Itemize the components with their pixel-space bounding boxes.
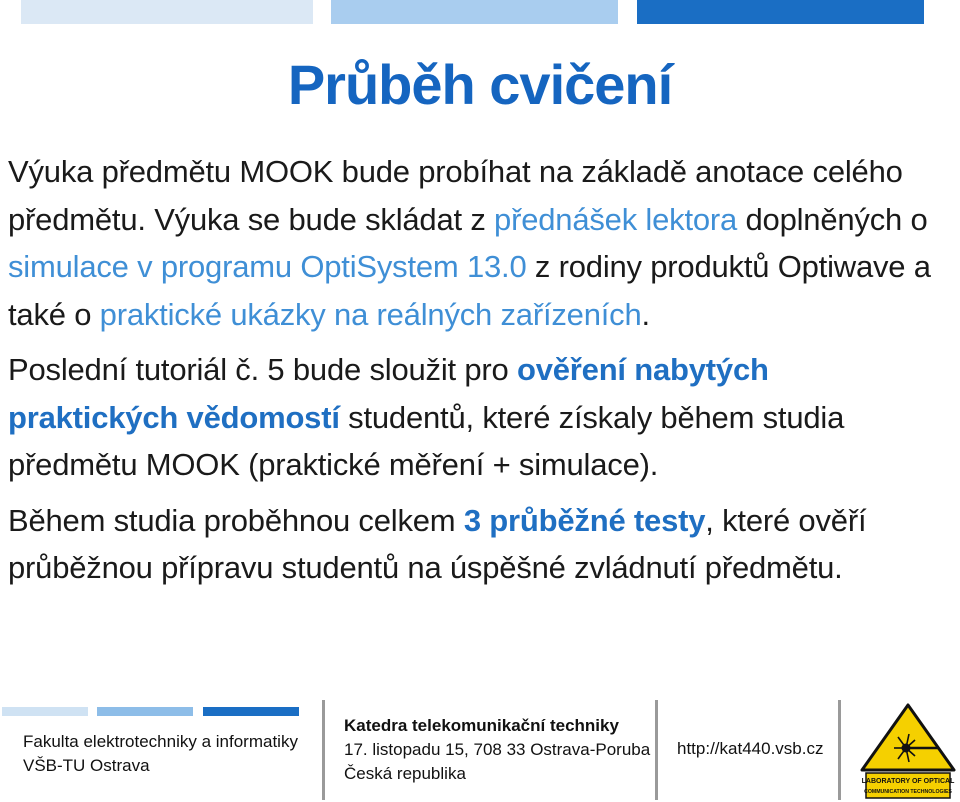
text-segment: Poslední tutoriál č. 5 bude sloužit pro xyxy=(8,352,517,387)
department-name: Katedra telekomunikační techniky xyxy=(344,716,619,735)
footer-divider xyxy=(322,700,325,800)
footer-faculty xyxy=(23,730,298,778)
highlight-practical-demos: praktické ukázky na reálných zařízeních xyxy=(99,296,642,332)
footer-stripe-dark xyxy=(203,707,299,716)
department-url-link[interactable]: http://kat440.vsb.cz xyxy=(677,739,824,758)
highlight-simulations: simulace v programu OptiSystem 13.0 xyxy=(8,249,527,284)
university-name: VŠB-TU Ostrava xyxy=(23,756,150,775)
text-segment: studentů, které získaly během studia předmětu MOOK (praktické měření + simulace). xyxy=(8,399,845,482)
text-segment: Během studia proběhnou celkem xyxy=(8,502,464,538)
paragraph-tests xyxy=(8,497,938,592)
top-stripe-medium xyxy=(331,0,618,24)
department-address: 17. listopadu 15, 708 33 Ostrava-Poruba xyxy=(344,740,651,759)
slide-body xyxy=(8,148,938,592)
footer-stripe-medium xyxy=(97,707,193,716)
highlight-knowledge-verification: ověření nabytých praktických vědomostí xyxy=(8,352,769,435)
highlight-lectures: přednášek lektora xyxy=(494,201,738,237)
footer-divider xyxy=(655,700,658,800)
top-stripe-dark xyxy=(637,0,924,24)
text-segment: Výuka předmětu MOOK bude probíhat na základě anotace celého předmětu. Výuka se bude skládat z xyxy=(8,154,903,237)
top-stripe-light xyxy=(21,0,313,24)
text-segment: . xyxy=(641,296,650,332)
paragraph-last-tutorial xyxy=(8,346,938,489)
footer-department xyxy=(344,714,650,786)
footer-divider xyxy=(838,700,841,800)
laser-warning-logo-icon xyxy=(858,702,958,800)
slide-title: Průběh cvičení xyxy=(287,53,673,116)
text-segment: , které ověří průběžnou přípravu studentů na úspěšné zvládnutí předmětu. xyxy=(8,502,867,585)
logo-text-line2: COMMUNICATION TECHNOLOGIES xyxy=(864,789,952,795)
department-country: Česká republika xyxy=(344,764,466,783)
text-segment: z rodiny produktů Optiwave a také o xyxy=(8,249,931,332)
highlight-tests: 3 průběžné testy xyxy=(463,502,706,538)
paragraph-course-intro xyxy=(8,148,938,338)
footer-stripe-light xyxy=(2,707,88,716)
logo-text-line1: LABORATORY OF OPTICAL xyxy=(861,778,955,785)
text-segment: doplněných o xyxy=(737,201,928,237)
faculty-name: Fakulta elektrotechniky a informatiky xyxy=(23,732,298,751)
